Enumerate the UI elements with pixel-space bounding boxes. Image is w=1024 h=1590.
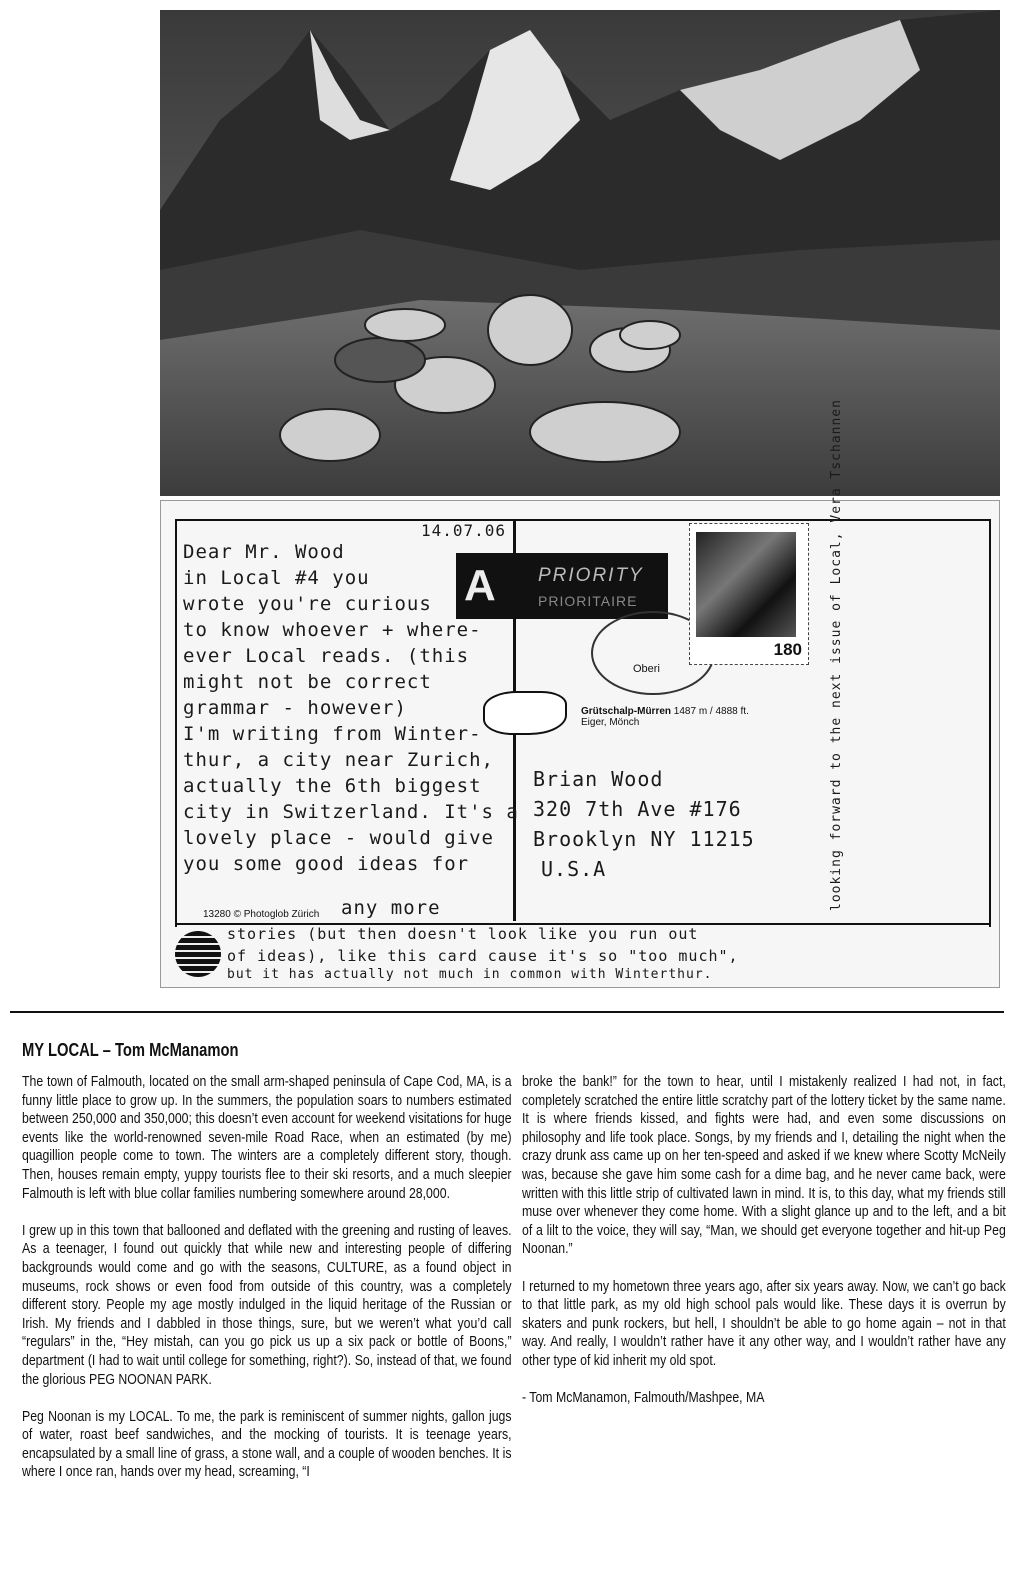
address-line: Brooklyn NY 11215 <box>533 827 755 851</box>
author-signature: - Tom McManamon, Falmouth/Mashpee, MA <box>522 1389 765 1407</box>
prioritaire-text: PRIORITAIRE <box>538 593 638 609</box>
handwritten-line: of ideas), like this card cause it's so "too much", <box>227 947 739 965</box>
priority-letter: A <box>464 561 496 610</box>
article-column-right <box>522 1073 1006 1426</box>
handwritten-line: thur, a city near Zurich, <box>183 749 494 771</box>
postage-stamp <box>689 523 809 665</box>
handwritten-line: wrote you're curious <box>183 593 432 615</box>
caption-place: Grütschalp-Mürren <box>581 706 672 717</box>
caption-altitude: 1487 m / 4888 ft. <box>673 706 749 717</box>
photoglob-logo <box>175 931 221 977</box>
switzerland-map-icon <box>483 691 567 735</box>
handwritten-line: in Local #4 you <box>183 567 370 589</box>
postcard-back <box>160 399 1000 988</box>
address-line: U.S.A <box>541 857 607 881</box>
photo-caption <box>581 706 749 728</box>
handwritten-line: grammar - however) <box>183 697 407 719</box>
address-line: Brian Wood <box>533 767 664 791</box>
handwritten-date: 14.07.06 <box>421 521 507 540</box>
handwritten-line: to know whoever + where- <box>183 619 482 641</box>
handwritten-line: ever Local reads. (this <box>183 645 470 667</box>
handwritten-line: but it has actually not much in common with Winterthur. <box>227 967 713 982</box>
handwritten-line: lovely place - would give <box>183 827 494 849</box>
handwritten-line: actually the 6th biggest <box>183 775 482 797</box>
stamp-value: 180 <box>773 640 802 659</box>
handwritten-line: any more <box>341 897 441 919</box>
handwritten-line: might not be correct <box>183 671 432 693</box>
priority-label <box>456 553 668 619</box>
publisher-credit: 13280 © Photoglob Zürich <box>203 909 320 920</box>
address-line: 320 7th Ave #176 <box>533 797 742 821</box>
handwritten-line: you some good ideas for <box>183 853 470 875</box>
mountain-scene <box>160 10 1000 496</box>
postmark-text: Oberi <box>633 663 660 675</box>
handwritten-line: city in Switzerland. It's a <box>183 801 519 823</box>
paragraph: Peg Noonan is my LOCAL. To me, the park is reminiscent of summer nights, gallon jugs of water, roast beef sandwiches, and the mocking of tourists. It is teenage years, encapsulated by a small line of grass, a stone wall, and a couple of wooden benches. It is where I once ran, hands over my head, screaming, “I <box>22 1407 512 1481</box>
alpine-cows-photo <box>160 10 1000 496</box>
priority-text: PRIORITY <box>538 565 644 586</box>
handwritten-line: I'm writing from Winter- <box>183 723 482 745</box>
caption-peaks: Eiger, Mönch <box>581 717 640 728</box>
handwritten-line: stories (but then doesn't look like you run out <box>227 925 699 943</box>
side-note: looking forward to the next issue of Local, Vera Tschannen <box>829 399 844 911</box>
paragraph: I grew up in this town that ballooned and deflated with the greening and rusting of leaves. As a teenager, I found out quickly that while new and interesting people of differing backgrounds would come and go with the seasons, CULTURE, as a found object in museums, rock shows or even food from outside of this country, was a completely different story. People my age mostly indulged in the liquid heritage of the Russian or Irish. My friends and I dabbled in those things, sure, but we weren’t what you’d call “regulars” in the, “Hey mistah, can you go pick us up a six pack or bottle of Boons,” department (I had to wait until college for something, right?). So, instead of that, we found the glorious PEG NOONAN PARK. <box>22 1221 512 1388</box>
paragraph: The town of Falmouth, located on the small arm-shaped peninsula of Cape Cod, MA, is a funny little place to grow up. In the summers, the population soars to numbers estimated between 250,000 and 350,000; this doesn’t even account for weekend visitations for huge events like the world-renowned seven-mile Road Race, when an estimated (by me) quagillion people come to town. The winters are a completely different story, though. Then, houses remain empty, yuppy tourists flee to their ski resorts, and a much sleepier Falmouth is left with blue collar families numbering somewhere around 28,000. <box>22 1073 512 1202</box>
section-divider <box>10 1011 1004 1013</box>
article-column-left <box>22 1073 512 1501</box>
handwritten-line: Dear Mr. Wood <box>183 541 345 563</box>
stamp-image <box>696 532 796 637</box>
article-title: MY LOCAL – Tom McManamon <box>22 1040 239 1060</box>
paragraph: broke the bank!” for the town to hear, until I mistakenly realized I had not, in fact, completely scratched the entire little scratchy part of the lottery ticket by the same name. It is where friends kissed, and fights were had, and even some discussions on philosophy and life took place. Songs, by my friends and I, detailing the night when the crazy drunk ass came up on her ten-speed and asked if we knew where Scotty McNeily was, because she gave him some cash for a dime bag, and he never came back, were written with this little strip of cultivated lawn in mind. It is, to this day, what my friends still muse over whenever they come home. With a slight glance up and to the left, and a bit of a lilt to the voice, they will say, “Man, we should get everyone together and hit-up Peg Noonan.” <box>522 1073 1006 1258</box>
paragraph: I returned to my hometown three years ago, after six years away. Now, we can’t go back to that little park, as my old high school pals would like. These days it is overrun by skaters and punk rockers, but hell, I shouldn’t be able to go home again – not in that way. And really, I wouldn’t rather have it any other way, and I wouldn’t rather have any other type of kid inherit my old spot. <box>522 1277 1006 1369</box>
